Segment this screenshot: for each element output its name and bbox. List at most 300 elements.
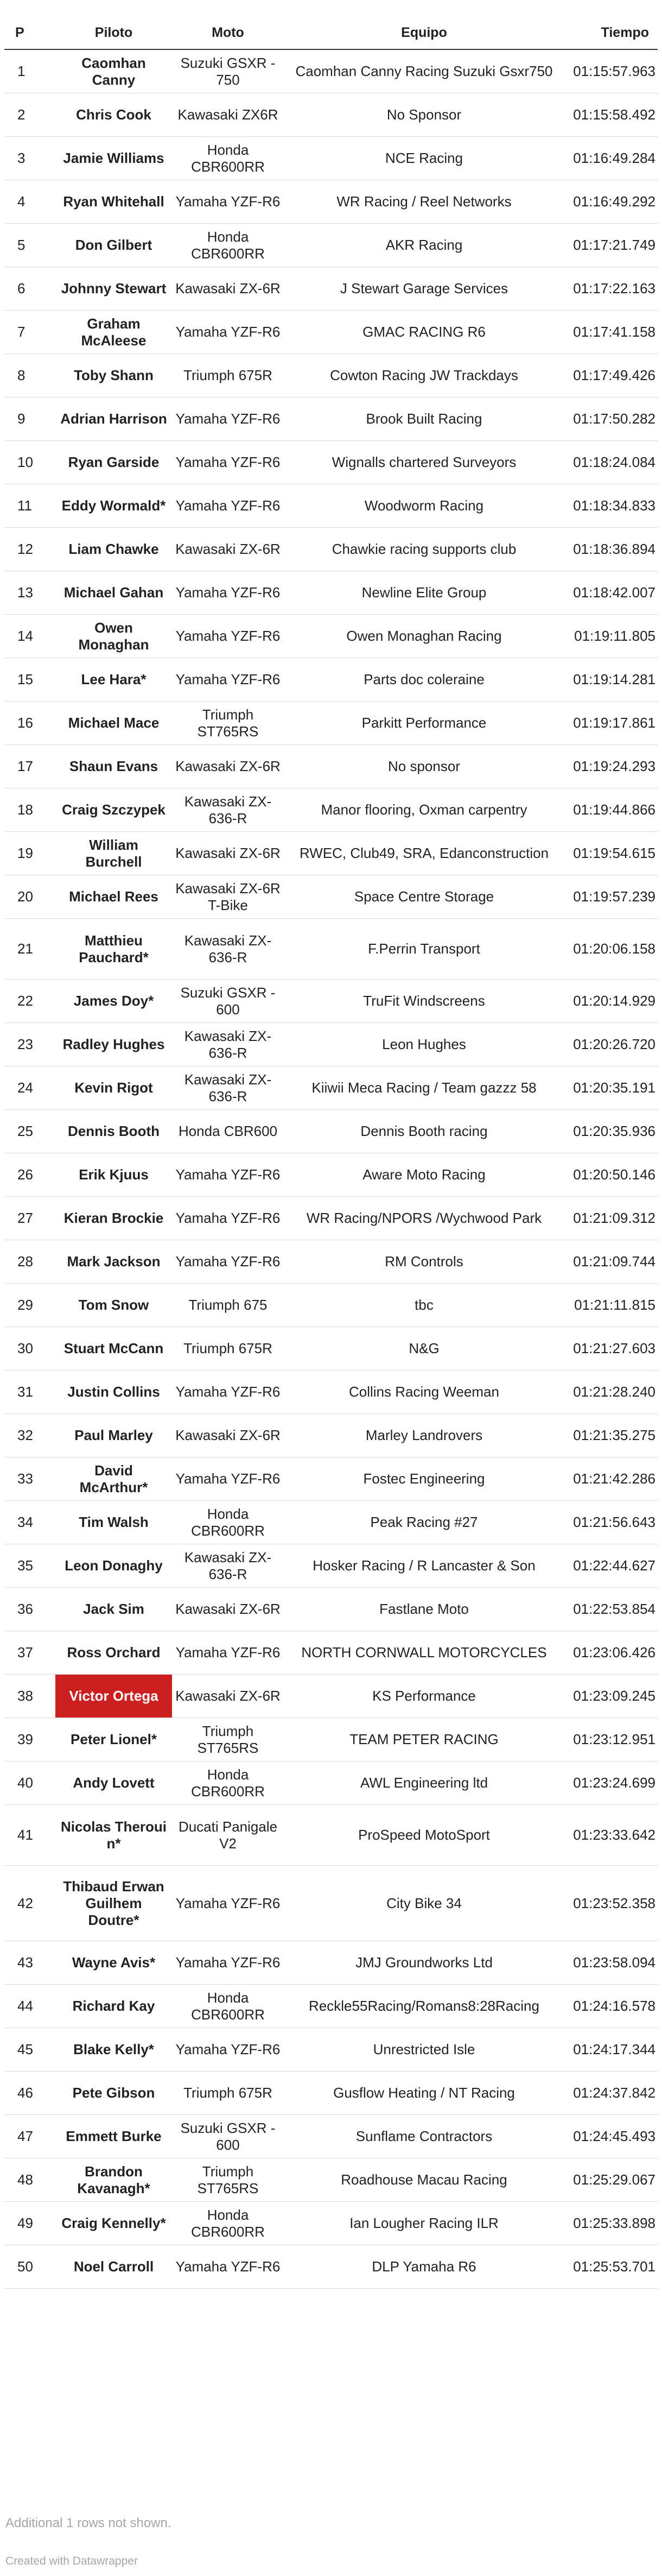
row-bike: Triumph 675R [172,2072,284,2115]
table-row [4,1240,658,1284]
table-row [4,875,658,919]
row-time: 01:23:52.358 [564,1866,658,1941]
row-bike: Yamaha YZF-R6 [172,1371,284,1414]
row-rider: Kieran Brockie [55,1197,172,1240]
row-position: 49 [4,2202,55,2245]
header-row [4,16,658,49]
row-rider: Dennis Booth [55,1110,172,1153]
table-row [4,1866,658,1941]
row-rider: Mark Jackson [55,1240,172,1284]
row-time: 01:18:42.007 [564,571,658,615]
row-team: Parts doc coleraine [284,658,564,702]
row-team: TruFit Windscreens [284,980,564,1023]
row-time: 01:23:12.951 [564,1718,658,1761]
row-position: 17 [4,745,55,788]
row-time: 01:15:58.492 [564,93,658,137]
row-team: ProSpeed MotoSport [284,1805,564,1866]
table-row [4,49,658,93]
row-rider: Craig Szczypek [55,788,172,832]
row-rider: Noel Carroll [55,2245,172,2289]
row-time: 01:21:35.275 [564,1414,658,1457]
row-time: 01:18:24.084 [564,441,658,484]
row-time: 01:17:21.749 [564,224,658,267]
row-team: No sponsor [284,745,564,788]
row-position: 37 [4,1631,55,1675]
row-time: 01:19:44.866 [564,788,658,832]
row-time: 01:20:26.720 [564,1023,658,1066]
row-rider: Michael Gahan [55,571,172,615]
row-bike: Kawasaki ZX-6R [172,1414,284,1457]
row-time: 01:20:14.929 [564,980,658,1023]
row-rider: Tom Snow [55,1284,172,1327]
row-bike: Yamaha YZF-R6 [172,1866,284,1941]
row-bike: Kawasaki ZX-636-R [172,1023,284,1066]
row-team: Collins Racing Weeman [284,1371,564,1414]
row-position: 45 [4,2028,55,2072]
row-team: RM Controls [284,1240,564,1284]
row-time: 01:19:57.239 [564,875,658,919]
row-team: Cowton Racing JW Trackdays [284,354,564,397]
table-row [4,484,658,528]
row-position: 26 [4,1153,55,1197]
row-bike: Honda CBR600 [172,1110,284,1153]
row-time: 01:19:11.805 [564,615,658,658]
row-team: Peak Racing #27 [284,1501,564,1544]
table-row [4,745,658,788]
datawrapper-credit[interactable]: Created with Datawrapper [5,2555,138,2567]
row-bike: Honda CBR600RR [172,137,284,180]
table-row [4,571,658,615]
row-rider: Erik Kjuus [55,1153,172,1197]
row-position: 46 [4,2072,55,2115]
row-rider: Peter Lionel* [55,1718,172,1761]
table-row [4,1284,658,1327]
row-time: 01:21:28.240 [564,1371,658,1414]
row-position: 9 [4,397,55,441]
row-rider: Ryan Garside [55,441,172,484]
row-position: 40 [4,1761,55,1805]
row-team: Fostec Engineering [284,1457,564,1501]
row-time: 01:19:17.861 [564,702,658,745]
row-rider: William Burchell [55,832,172,875]
row-team: AWL Engineering ltd [284,1761,564,1805]
results-table [4,16,658,2289]
row-team: JMJ Groundworks Ltd [284,1941,564,1985]
row-bike: Yamaha YZF-R6 [172,2245,284,2289]
row-position: 13 [4,571,55,615]
row-team: WR Racing/NPORS /Wychwood Park [284,1197,564,1240]
row-bike: Honda CBR600RR [172,1501,284,1544]
table-row [4,2202,658,2245]
table-row [4,93,658,137]
row-team: J Stewart Garage Services [284,267,564,311]
table-row [4,1675,658,1718]
table-row [4,702,658,745]
row-team: Wignalls chartered Surveyors [284,441,564,484]
row-position: 12 [4,528,55,571]
table-row [4,1805,658,1866]
row-rider: Johnny Stewart [55,267,172,311]
row-time: 01:25:29.067 [564,2158,658,2202]
table-row [4,658,658,702]
row-time: 01:19:24.293 [564,745,658,788]
row-rider: Liam Chawke [55,528,172,571]
row-time: 01:16:49.284 [564,137,658,180]
table-row [4,180,658,224]
row-rider: Wayne Avis* [55,1941,172,1985]
row-position: 33 [4,1457,55,1501]
row-team: Newline Elite Group [284,571,564,615]
table-row [4,1110,658,1153]
row-position: 35 [4,1544,55,1588]
row-position: 4 [4,180,55,224]
row-position: 2 [4,93,55,137]
row-rider: Chris Cook [55,93,172,137]
row-rider: Lee Hara* [55,658,172,702]
table-row [4,1153,658,1197]
row-position: 10 [4,441,55,484]
row-position: 1 [4,49,55,93]
row-team: City Bike 34 [284,1866,564,1941]
table-row [4,1985,658,2028]
table-row [4,2115,658,2158]
row-bike: Honda CBR600RR [172,1985,284,2028]
row-bike: Yamaha YZF-R6 [172,1941,284,1985]
row-rider: Blake Kelly* [55,2028,172,2072]
row-position: 23 [4,1023,55,1066]
row-rider: Michael Mace [55,702,172,745]
row-position: 27 [4,1197,55,1240]
row-time: 01:21:09.312 [564,1197,658,1240]
row-bike: Ducati Panigale V2 [172,1805,284,1866]
table-row [4,354,658,397]
row-position: 38 [4,1675,55,1718]
table-row [4,2245,658,2289]
row-team: AKR Racing [284,224,564,267]
row-team: GMAC RACING R6 [284,311,564,354]
row-time: 01:24:45.493 [564,2115,658,2158]
row-time: 01:24:16.578 [564,1985,658,2028]
row-bike: Kawasaki ZX-6R [172,267,284,311]
row-team: Owen Monaghan Racing [284,615,564,658]
row-bike: Triumph 675R [172,1327,284,1371]
table-row [4,311,658,354]
table-row [4,1631,658,1675]
table-header [4,16,658,49]
row-rider: Justin Collins [55,1371,172,1414]
row-time: 01:19:54.615 [564,832,658,875]
row-team: NORTH CORNWALL MOTORCYCLES [284,1631,564,1675]
row-position: 3 [4,137,55,180]
row-team: Manor flooring, Oxman carpentry [284,788,564,832]
row-bike: Yamaha YZF-R6 [172,2028,284,2072]
row-rider: Jamie Williams [55,137,172,180]
row-team: Chawkie racing supports club [284,528,564,571]
row-position: 22 [4,980,55,1023]
row-rider: Stuart McCann [55,1327,172,1371]
row-time: 01:18:34.833 [564,484,658,528]
row-bike: Yamaha YZF-R6 [172,1197,284,1240]
row-team: Marley Landrovers [284,1414,564,1457]
row-rider: Andy Lovett [55,1761,172,1805]
row-bike: Yamaha YZF-R6 [172,397,284,441]
row-position: 20 [4,875,55,919]
row-team: NCE Racing [284,137,564,180]
row-team: RWEC, Club49, SRA, Edanconstruction [284,832,564,875]
row-bike: Kawasaki ZX-636-R [172,1544,284,1588]
row-bike: Yamaha YZF-R6 [172,180,284,224]
row-time: 01:22:53.854 [564,1588,658,1631]
row-bike: Yamaha YZF-R6 [172,1240,284,1284]
row-bike: Kawasaki ZX-6R [172,1588,284,1631]
row-bike: Kawasaki ZX-636-R [172,1066,284,1110]
table-row [4,267,658,311]
table-row [4,1941,658,1985]
rows-not-shown-note: Additional 1 rows not shown. [5,2516,171,2530]
row-position: 16 [4,702,55,745]
row-time: 01:16:49.292 [564,180,658,224]
row-position: 48 [4,2158,55,2202]
row-time: 01:17:50.282 [564,397,658,441]
row-time: 01:23:58.094 [564,1941,658,1985]
row-bike: Honda CBR600RR [172,224,284,267]
row-position: 24 [4,1066,55,1110]
row-team: Sunflame Contractors [284,2115,564,2158]
row-rider: Kevin Rigot [55,1066,172,1110]
row-time: 01:21:27.603 [564,1327,658,1371]
row-bike: Yamaha YZF-R6 [172,441,284,484]
row-time: 01:25:53.701 [564,2245,658,2289]
row-time: 01:20:35.191 [564,1066,658,1110]
row-position: 14 [4,615,55,658]
row-rider: Ross Orchard [55,1631,172,1675]
row-time: 01:25:33.898 [564,2202,658,2245]
row-team: Gusflow Heating / NT Racing [284,2072,564,2115]
row-bike: Kawasaki ZX-636-R [172,788,284,832]
row-team: F.Perrin Transport [284,919,564,980]
row-time: 01:15:57.963 [564,49,658,93]
row-time: 01:23:09.245 [564,1675,658,1718]
row-position: 36 [4,1588,55,1631]
table-row [4,2072,658,2115]
row-team: TEAM PETER RACING [284,1718,564,1761]
table-body [4,49,658,2289]
row-bike: Kawasaki ZX-6R [172,528,284,571]
table-row [4,832,658,875]
row-position: 15 [4,658,55,702]
column-header-team[interactable]: Equipo [284,16,564,49]
row-position: 28 [4,1240,55,1284]
row-rider: Thibaud Erwan Guilhem Doutre* [55,1866,172,1941]
row-bike: Triumph 675 [172,1284,284,1327]
row-rider: Tim Walsh [55,1501,172,1544]
table-row [4,1414,658,1457]
row-bike: Kawasaki ZX-6R [172,1675,284,1718]
row-bike: Honda CBR600RR [172,1761,284,1805]
row-rider-highlighted: Victor Ortega [55,1675,172,1718]
row-rider: Eddy Wormald* [55,484,172,528]
row-bike: Yamaha YZF-R6 [172,1457,284,1501]
row-rider: Owen Monaghan [55,615,172,658]
row-position: 42 [4,1866,55,1941]
row-position: 32 [4,1414,55,1457]
row-time: 01:21:09.744 [564,1240,658,1284]
column-header-rider[interactable]: Piloto [55,16,172,49]
table-row [4,2028,658,2072]
row-team: tbc [284,1284,564,1327]
row-time: 01:23:33.642 [564,1805,658,1866]
table-row [4,1327,658,1371]
table-row [4,1023,658,1066]
row-team: Reckle55Racing/Romans8:28Racing [284,1985,564,2028]
table-row [4,919,658,980]
row-position: 43 [4,1941,55,1985]
table-row [4,397,658,441]
row-team: Leon Hughes [284,1023,564,1066]
row-rider: Matthieu Pauchard* [55,919,172,980]
row-team: KS Performance [284,1675,564,1718]
row-rider: Don Gilbert [55,224,172,267]
table-row [4,615,658,658]
row-bike: Kawasaki ZX-6R T-Bike [172,875,284,919]
row-position: 29 [4,1284,55,1327]
row-rider: Graham McAleese [55,311,172,354]
row-rider: Craig Kennelly* [55,2202,172,2245]
row-position: 7 [4,311,55,354]
table-row [4,1457,658,1501]
row-position: 47 [4,2115,55,2158]
row-time: 01:21:56.643 [564,1501,658,1544]
row-bike: Suzuki GSXR - 750 [172,49,284,93]
row-bike: Yamaha YZF-R6 [172,658,284,702]
table-row [4,788,658,832]
row-rider: Leon Donaghy [55,1544,172,1588]
column-header-time[interactable]: Tiempo [564,16,658,49]
row-team: Fastlane Moto [284,1588,564,1631]
table-row [4,441,658,484]
row-rider: Michael Rees [55,875,172,919]
table-row [4,1501,658,1544]
row-bike: Suzuki GSXR - 600 [172,980,284,1023]
row-rider: Paul Marley [55,1414,172,1457]
row-position: 6 [4,267,55,311]
table-row [4,1371,658,1414]
row-time: 01:19:14.281 [564,658,658,702]
row-bike: Triumph 675R [172,354,284,397]
row-bike: Kawasaki ZX6R [172,93,284,137]
row-team: N&G [284,1327,564,1371]
table-row [4,1066,658,1110]
row-time: 01:17:22.163 [564,267,658,311]
row-rider: Toby Shann [55,354,172,397]
row-rider: Ryan Whitehall [55,180,172,224]
row-position: 11 [4,484,55,528]
row-time: 01:21:11.815 [564,1284,658,1327]
table-row [4,1761,658,1805]
row-time: 01:24:37.842 [564,2072,658,2115]
row-bike: Yamaha YZF-R6 [172,311,284,354]
row-position: 30 [4,1327,55,1371]
row-time: 01:20:35.936 [564,1110,658,1153]
row-team: Space Centre Storage [284,875,564,919]
row-team: Ian Lougher Racing ILR [284,2202,564,2245]
row-time: 01:20:50.146 [564,1153,658,1197]
row-bike: Suzuki GSXR - 600 [172,2115,284,2158]
row-position: 34 [4,1501,55,1544]
table-row [4,1718,658,1761]
row-position: 21 [4,919,55,980]
column-header-bike[interactable]: Moto [172,16,284,49]
row-team: Dennis Booth racing [284,1110,564,1153]
row-team: WR Racing / Reel Networks [284,180,564,224]
row-time: 01:22:44.627 [564,1544,658,1588]
row-position: 19 [4,832,55,875]
row-position: 8 [4,354,55,397]
row-position: 25 [4,1110,55,1153]
row-rider: Adrian Harrison [55,397,172,441]
row-time: 01:23:24.699 [564,1761,658,1805]
row-time: 01:17:41.158 [564,311,658,354]
row-bike: Yamaha YZF-R6 [172,484,284,528]
row-time: 01:17:49.426 [564,354,658,397]
row-position: 5 [4,224,55,267]
row-time: 01:24:17.344 [564,2028,658,2072]
row-position: 18 [4,788,55,832]
table-row [4,1197,658,1240]
row-bike: Yamaha YZF-R6 [172,1631,284,1675]
table-row [4,1544,658,1588]
row-time: 01:23:06.426 [564,1631,658,1675]
row-team: DLP Yamaha R6 [284,2245,564,2289]
table-row [4,980,658,1023]
row-bike: Kawasaki ZX-636-R [172,919,284,980]
row-bike: Kawasaki ZX-6R [172,745,284,788]
row-rider: Jack Sim [55,1588,172,1631]
row-position: 41 [4,1805,55,1866]
row-rider: Nicolas Theroui n* [55,1805,172,1866]
row-team: Roadhouse Macau Racing [284,2158,564,2202]
row-rider: David McArthur* [55,1457,172,1501]
row-team: Kiiwii Meca Racing / Team gazzz 58 [284,1066,564,1110]
row-time: 01:20:06.158 [564,919,658,980]
row-team: Woodworm Racing [284,484,564,528]
row-team: Caomhan Canny Racing Suzuki Gsxr750 [284,49,564,93]
table-row [4,528,658,571]
row-time: 01:21:42.286 [564,1457,658,1501]
row-rider: James Doy* [55,980,172,1023]
row-team: Brook Built Racing [284,397,564,441]
row-position: 44 [4,1985,55,2028]
row-bike: Triumph ST765RS [172,1718,284,1761]
row-bike: Honda CBR600RR [172,2202,284,2245]
row-position: 50 [4,2245,55,2289]
row-rider: Richard Kay [55,1985,172,2028]
row-rider: Emmett Burke [55,2115,172,2158]
row-position: 39 [4,1718,55,1761]
row-position: 31 [4,1371,55,1414]
row-team: Unrestricted Isle [284,2028,564,2072]
row-team: Parkitt Performance [284,702,564,745]
table-row [4,137,658,180]
row-bike: Triumph ST765RS [172,2158,284,2202]
table-row [4,2158,658,2202]
table-row [4,1588,658,1631]
row-time: 01:18:36.894 [564,528,658,571]
row-rider: Pete Gibson [55,2072,172,2115]
row-bike: Kawasaki ZX-6R [172,832,284,875]
column-header-position[interactable]: P [4,16,55,49]
row-rider: Radley Hughes [55,1023,172,1066]
